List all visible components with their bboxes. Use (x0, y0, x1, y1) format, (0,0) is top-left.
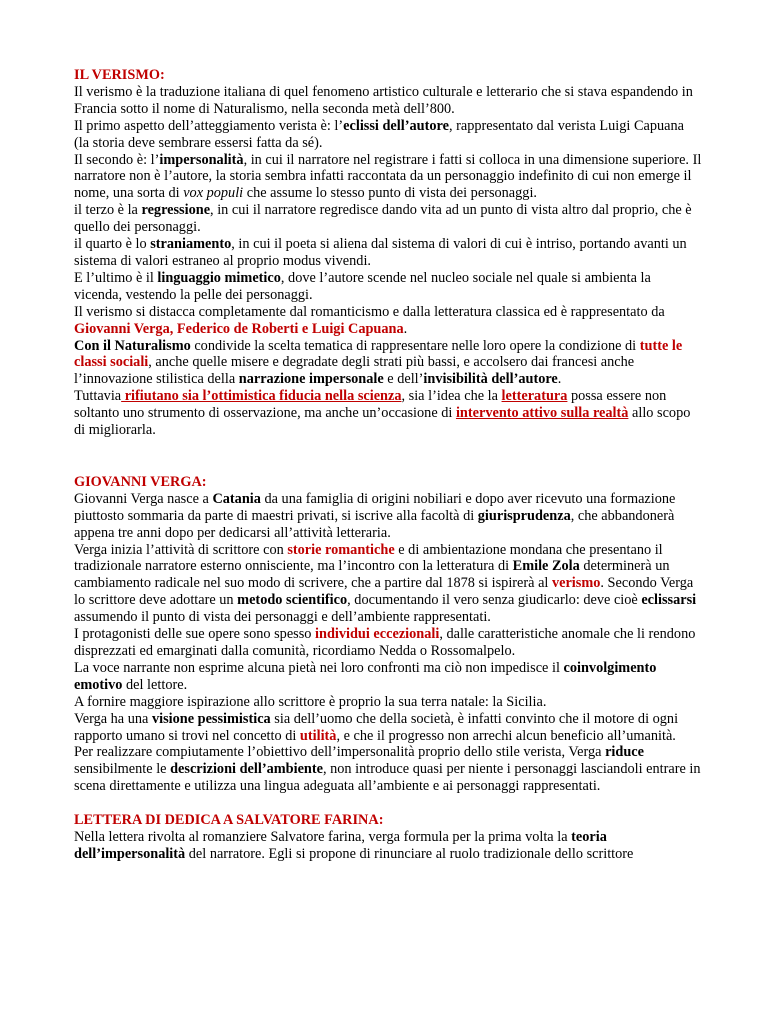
section-giovanni-verga (74, 474, 702, 795)
paragraph: il quarto è lo straniamento, in cui il poeta si aliena dal sistema di valori di cui è intriso, portando avanti un sistema di valori estraneo al proprio modus vivendi. (74, 236, 687, 269)
paragraph: Per realizzare compiutamente l’obiettivo dell’impersonalità proprio dello stile verista, Verga riduce sensibilmente le descrizioni dell’ambiente, non introduce quasi per niente i personaggi lasciandoli entrare in scena direttamente e utilizza una lingua adeguata all’ambiente e ai personaggi rappresentati. (74, 744, 701, 795)
heading-verismo: IL VERISMO: (74, 67, 165, 83)
section-verismo (74, 67, 702, 439)
paragraph: Il verismo è la traduzione italiana di quel fenomeno artistico culturale e letterario che si stava espandendo in Francia sotto il nome di Naturalismo, nella seconda metà dell’800. (74, 83, 693, 117)
section-lettera-dedica (74, 812, 702, 863)
paragraph: Verga ha una visione pessimistica sia dell’uomo che della società, è infatti convinto che il motore di ogni rapporto umano si trovi nel concetto di utilità, e che il progresso non arrechi alcun beneficio all’umanità. (74, 710, 679, 744)
paragraph: Con il Naturalismo condivide la scelta tematica di rappresentare nelle loro opere la condizione di tutte le classi sociali, anche quelle misere e degradate degli strati più bassi, e accolsero dai francesi anche l’innovazione stilistica della narrazione impersonale e dell’invisibilità dell’autore. (74, 337, 683, 388)
paragraph: Il verismo si distacca completamente dal romanticismo e dalla letteratura classica ed è rappresentato da Giovanni Verga, Federico de Roberti e Luigi Capuana. (74, 303, 665, 337)
heading-giovanni-verga: GIOVANNI VERGA: (74, 473, 207, 490)
paragraph: Il primo aspetto dell’atteggiamento verista è: l’eclissi dell’autore, rappresentato dal verista Luigi Capuana (la storia deve sembrare essersi fatta da sé). (74, 117, 684, 151)
heading-lettera-dedica: LETTERA DI DEDICA A SALVATORE FARINA: (74, 812, 384, 829)
paragraph: Giovanni Verga nasce a Catania da una famiglia di origini nobiliari e dopo aver ricevuto una formazione piuttosto sommaria da parte di maestri privati, si iscrive alla facoltà di giurisprudenza, che abbandonerà appena tre anni dopo per dedicarsi all’attività letteraria. (74, 490, 676, 541)
paragraph: Tuttavia rifiutano sia l’ottimistica fiducia nella scienza, sia l’idea che la letteratura possa essere non soltanto uno strumento di osservazione, ma anche un’occasione di intervento attivo sulla realtà allo scopo di migliorarla. (74, 388, 691, 439)
paragraph: Verga inizia l’attività di scrittore con storie romantiche e di ambientazione mondana che presentano il tradizionale narratore esterno onnisciente, ma l’incontro con la letteratura di Emile Zola determinerà un cambiamento radicale nel suo modo di scrivere, che a partire dal 1878 si ispirerà al verismo. Secondo Verga lo scrittore deve adottare un metodo scientifico, documentando il vero senza giudicarlo: deve cioè eclissarsi assumendo il punto di vista dei personaggi e dell’ambiente rappresentati. (74, 541, 697, 626)
paragraph: il terzo è la regressione, in cui il narratore regredisce dando vita ad un punto di vista altro dal proprio, che è quello dei personaggi. (74, 202, 692, 236)
paragraph: Il secondo è: l’impersonalità, in cui il narratore nel registrare i fatti si colloca in una dimensione superiore. Il narratore non è l’autore, la storia sembra infatti raccontata da un personaggio indefinito di cui non emerge il nome, una sorta di vox populi che assume lo stesso punto di vista dei personaggi. (74, 151, 702, 202)
paragraph: La voce narrante non esprime alcuna pietà nei loro confronti ma ciò non impedisce il coinvolgimento emotivo del lettore. (74, 659, 657, 693)
paragraph: Nella lettera rivolta al romanziere Salvatore farina, verga formula per la prima volta la teoria dell’impersonalità del narratore. Egli si propone di rinunciare al ruolo tradizionale dello scrittore (74, 829, 634, 862)
paragraph: E l’ultimo è il linguaggio mimetico, dove l’autore scende nel nucleo sociale nel quale si ambienta la vicenda, vestendo la pelle dei personaggi. (74, 269, 651, 303)
paragraph: I protagonisti delle sue opere sono spesso individui eccezionali, dalle caratteristiche anomale che li rendono disprezzati ed emarginati dalla comunità, ricordiamo Nedda o Rossomalpelo. (74, 626, 696, 659)
paragraph: A fornire maggiore ispirazione allo scrittore è proprio la sua terra natale: la Sicilia. (74, 693, 547, 710)
